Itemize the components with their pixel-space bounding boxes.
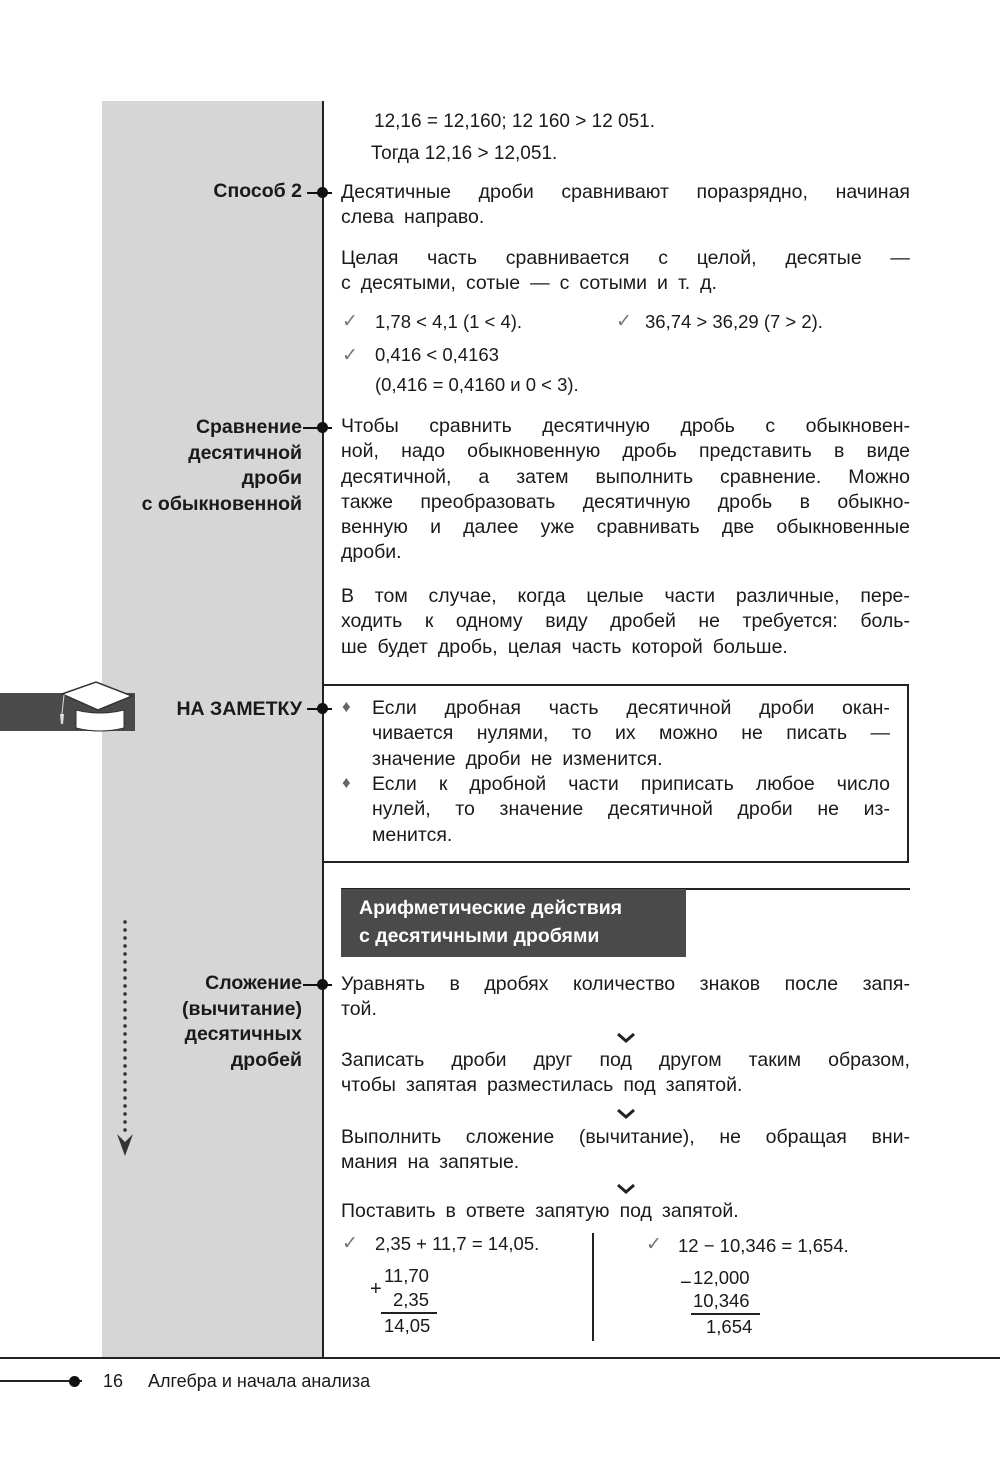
word: дробей [610, 610, 676, 633]
word: также [341, 490, 393, 513]
bullet-dot [317, 187, 328, 198]
word: вни- [871, 1126, 910, 1148]
operand: 2,35 [393, 1289, 430, 1310]
label-note: НА ЗАМЕТКУ [176, 698, 302, 720]
label-line: с обыкновенной [141, 492, 302, 515]
word: дробь [717, 490, 773, 513]
word: десятичную [542, 415, 650, 437]
text-line [372, 747, 890, 772]
word: под [623, 1074, 656, 1097]
word: части [568, 773, 619, 795]
text-line [341, 1125, 910, 1150]
word: две [721, 516, 755, 539]
label-line: дробей [230, 1048, 302, 1071]
word: запятые. [439, 1151, 520, 1174]
word: дроби. [341, 541, 402, 564]
word: в [445, 1200, 456, 1222]
word: целой, [696, 247, 757, 269]
word: из- [863, 798, 890, 821]
word: Записать [341, 1049, 425, 1071]
example: 1,78 < 4,1 (1 < 4). [375, 311, 523, 332]
word: обыкно- [837, 490, 910, 513]
word: запятой. [661, 1200, 739, 1222]
word: после [784, 973, 839, 995]
word: часть [548, 697, 599, 719]
word: случае, [428, 585, 497, 607]
section-heading [341, 889, 686, 957]
word: представить [698, 440, 812, 463]
text-line [341, 490, 910, 515]
word: и [657, 272, 668, 295]
word: том [374, 585, 408, 607]
word: сотые [465, 272, 521, 295]
word: часть [571, 635, 622, 658]
text-line [341, 972, 910, 997]
word: пере- [860, 585, 910, 607]
word: число [836, 773, 890, 795]
text-line [341, 584, 910, 609]
word: писать [786, 722, 847, 745]
word: ше [341, 635, 368, 658]
word: Десятичные [341, 181, 451, 203]
word: то [455, 798, 475, 821]
word: надо [401, 440, 445, 463]
word: дроби [451, 1049, 507, 1071]
label-addition [182, 971, 302, 1073]
step [341, 1048, 910, 1099]
word: дробях [484, 973, 549, 995]
word: в [799, 490, 810, 513]
word: больше. [712, 635, 788, 658]
check-icon: ✓ [342, 1233, 358, 1254]
word: к [438, 773, 448, 795]
word: запятую [535, 1200, 610, 1222]
example: 2,35 + 11,7 = 14,05. [375, 1233, 540, 1254]
word: менится. [372, 823, 453, 846]
word: различные, [735, 585, 840, 607]
word: обыкновенную [467, 440, 601, 463]
text-line [341, 465, 910, 490]
word: чтобы [341, 1074, 396, 1097]
label-compare [142, 415, 302, 517]
text-line [341, 515, 910, 540]
paragraph [341, 246, 910, 297]
word: значение [372, 747, 456, 770]
paragraph [341, 180, 910, 231]
word: сравнивают [561, 181, 669, 203]
sum-line [381, 1312, 437, 1314]
bullet-dot [317, 979, 328, 990]
word: десятые [785, 247, 862, 269]
example: 0,416 < 0,4163 [375, 344, 499, 365]
example: 12 − 10,346 = 1,654. [678, 1235, 849, 1256]
word: Можно [848, 465, 910, 488]
text-line [341, 246, 910, 271]
text-line [341, 609, 910, 634]
word: будет [377, 635, 428, 658]
bullet-dot [69, 1376, 80, 1387]
word: виде [866, 440, 910, 463]
text-line [341, 635, 910, 660]
label-line: (вычитание) [182, 997, 302, 1020]
text-line [341, 1150, 910, 1175]
word: сравнивать [596, 516, 700, 539]
word: приписать [640, 773, 734, 795]
bullet-dot [317, 422, 328, 433]
word: боль- [860, 610, 910, 633]
step [341, 1199, 910, 1224]
word: — [870, 722, 890, 745]
page-number: 16 [103, 1371, 124, 1391]
check-icon: ✓ [342, 311, 358, 332]
word: друг [533, 1049, 573, 1071]
word: нулями, [476, 722, 549, 745]
arrow-down-icon [117, 1134, 133, 1156]
check-icon: ✓ [342, 345, 358, 366]
operand: 10,346 [693, 1290, 750, 1311]
chevron-down-icon [617, 1032, 635, 1044]
word: не [719, 1126, 742, 1148]
word: мания [341, 1151, 398, 1174]
operator: + [370, 1278, 382, 1300]
word: дроби [737, 798, 793, 821]
word: сотыми [579, 272, 648, 295]
step [341, 972, 910, 1023]
word: сложение [465, 1126, 555, 1148]
word: дробь [680, 415, 735, 437]
word: не [530, 747, 553, 770]
text-line [341, 1073, 910, 1098]
word: дробная [444, 697, 521, 719]
word: в [833, 440, 845, 463]
label-method-2: Способ 2 [213, 180, 302, 202]
diamond-bullet-icon: ♦ [342, 697, 351, 716]
note-item [372, 772, 890, 848]
word: целая [507, 635, 562, 658]
top-line-1: 12,16 = 12,160; 12 160 > 12 051. [374, 111, 656, 132]
word: далее [463, 516, 519, 539]
word: Целая [341, 247, 399, 269]
label-line: Сравнение [195, 416, 302, 438]
word: не [698, 610, 720, 633]
word: под [599, 1049, 632, 1071]
divider [592, 1233, 594, 1341]
text-line [341, 414, 910, 439]
label-line: Сложение [205, 972, 302, 994]
word: не [741, 722, 763, 745]
word: дроби [478, 181, 534, 203]
difference-line [691, 1313, 760, 1315]
word: В [341, 585, 355, 607]
diamond-bullet-icon: ♦ [342, 773, 351, 792]
text-line [341, 1199, 910, 1224]
word: разместилась [486, 1074, 614, 1097]
word: любое [755, 773, 815, 795]
word: чивается [372, 722, 454, 745]
word: а [478, 465, 490, 488]
word: Выполнить [341, 1126, 442, 1148]
word: сравнение. [719, 465, 822, 488]
text-line [372, 772, 890, 797]
word: запя- [862, 973, 910, 995]
word: запятой. [665, 1074, 743, 1097]
text-line [372, 721, 890, 746]
result: 14,05 [384, 1315, 431, 1336]
word: на [407, 1151, 430, 1174]
text-line [372, 823, 890, 848]
word: уже [540, 516, 575, 539]
word: — [530, 272, 550, 295]
word: венную [341, 516, 408, 539]
result: 1,654 [706, 1316, 753, 1337]
word: когда [517, 585, 566, 607]
word: слева [341, 206, 394, 229]
word: части [664, 585, 716, 607]
word: той. [341, 998, 377, 1021]
word: изменится. [562, 747, 663, 770]
word: можно [659, 722, 718, 745]
word: Чтобы [341, 415, 399, 437]
word: сравнить [429, 415, 512, 437]
word: т. [677, 272, 691, 295]
word: с [765, 415, 776, 437]
word: обыкновенные [776, 516, 910, 539]
word: десятичной [607, 798, 713, 821]
text-line [341, 540, 910, 565]
label-line: дроби [241, 467, 302, 489]
word: дроби [759, 697, 815, 719]
word: дробной [469, 773, 547, 795]
word: Если [372, 773, 417, 795]
word: под [619, 1200, 652, 1222]
text-line [372, 696, 890, 721]
text-line [341, 1048, 910, 1073]
top-line-2: Тогда 12,16 > 12,051. [371, 143, 558, 164]
word: обыкновен- [805, 415, 910, 437]
check-icon: ✓ [646, 1234, 662, 1255]
word: Уравнять [341, 973, 425, 995]
text-line [341, 997, 910, 1022]
word: ходить [341, 610, 403, 633]
label-line: десятичных [184, 1023, 302, 1045]
word: преобразовать [420, 490, 556, 513]
word: запятая [405, 1074, 477, 1097]
text-line [341, 271, 910, 296]
word: затем [516, 465, 569, 488]
text-line [341, 439, 910, 464]
word: таким [748, 1049, 802, 1071]
check-icon: ✓ [616, 311, 632, 332]
word: дроби [465, 747, 521, 770]
word: в [449, 973, 460, 995]
word: дробь, [437, 635, 498, 658]
word: целые [586, 585, 644, 607]
text-line [372, 797, 890, 822]
word: сравнивается [505, 247, 630, 269]
paragraph [341, 584, 910, 660]
word: направо. [403, 206, 485, 229]
word: десятичной, [341, 465, 452, 488]
word: количество [573, 973, 676, 995]
text-line [341, 205, 910, 230]
word: значение [499, 798, 584, 821]
example: 36,74 > 36,29 (7 > 2). [645, 311, 823, 332]
text-line [341, 180, 910, 205]
operand: 12,000 [693, 1267, 750, 1288]
word: десятичную [582, 490, 691, 513]
word: окан- [842, 697, 890, 719]
word: Если [372, 697, 417, 719]
word: образом, [828, 1049, 910, 1071]
word: одному [455, 610, 523, 633]
paragraph [341, 414, 910, 566]
graduation-cap-icon [56, 678, 136, 738]
word: знаков [699, 973, 761, 995]
word: нулей, [372, 798, 431, 821]
word: обращая [765, 1126, 847, 1148]
word: — [890, 247, 910, 269]
note-item [372, 696, 890, 772]
word: ной, [341, 440, 379, 463]
chevron-down-icon [617, 1183, 635, 1195]
word: которой [631, 635, 703, 658]
word: поразрядно, [696, 181, 808, 203]
footer-rule [0, 1357, 1000, 1359]
operand: 11,70 [384, 1265, 429, 1286]
section-title-line: Арифметические действия [359, 897, 623, 919]
word: десятичной [626, 697, 732, 719]
section-title-line: с десятичными дробями [359, 925, 600, 947]
word: Поставить [341, 1200, 436, 1222]
step [341, 1125, 910, 1176]
word: требуется: [742, 610, 838, 633]
word: и [430, 516, 441, 539]
word: к [424, 610, 434, 633]
word: другом [658, 1049, 722, 1071]
word: их [614, 722, 636, 745]
word: д. [700, 272, 717, 295]
label-line: десятичной [188, 441, 302, 464]
example: (0,416 = 0,4160 и 0 < 3). [375, 374, 579, 395]
word: дробь [622, 440, 677, 463]
word: не [817, 798, 839, 821]
dotted-arrow [123, 918, 127, 1136]
word: то [571, 722, 592, 745]
word: виду [545, 610, 588, 633]
word: с [559, 272, 570, 295]
word: выполнить [595, 465, 693, 488]
word: (вычитание), [578, 1126, 695, 1148]
word: ответе [465, 1200, 526, 1222]
book-title: Алгебра и начала анализа [148, 1371, 371, 1391]
word: начиная [835, 181, 910, 203]
operator: − [680, 1272, 692, 1294]
word: часть [427, 247, 478, 269]
word: десятыми, [360, 272, 456, 295]
chevron-down-icon [617, 1108, 635, 1120]
word: с [658, 247, 668, 269]
word: с [341, 272, 351, 295]
